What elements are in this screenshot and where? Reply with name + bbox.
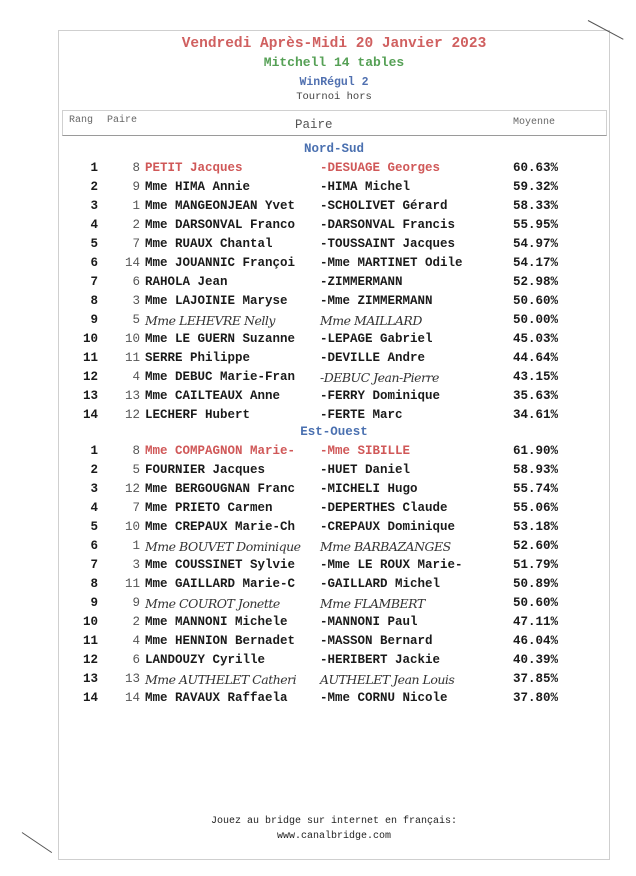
player-2-cell: -FERTE Marc: [320, 408, 403, 422]
pair-number-cell: 6: [132, 653, 140, 667]
pair-number-cell: 7: [132, 501, 140, 515]
table-row: [0, 389, 636, 408]
rank-cell: 5: [90, 237, 98, 251]
player-1-cell: Mme RAVAUX Raffaela: [145, 691, 288, 705]
table-row: [0, 463, 636, 482]
pair-number-cell: 4: [132, 634, 140, 648]
rank-cell: 2: [90, 463, 98, 477]
software-name: WinRégul 2: [299, 76, 369, 89]
player-2-cell: Mme FLAMBERT: [320, 596, 425, 611]
player-2-cell: -HERIBERT Jackie: [320, 653, 441, 667]
percentage-cell: 60.63%: [512, 161, 558, 175]
table-row: [0, 672, 636, 691]
pair-number-cell: 9: [132, 596, 140, 610]
percentage-cell: 37.85%: [512, 672, 558, 686]
pair-number-cell: 8: [132, 161, 140, 175]
page-title: Vendredi Après-Midi 20 Janvier 2023: [181, 36, 487, 52]
table-row: [0, 180, 636, 199]
player-2-cell: AUTHELET Jean Louis: [320, 672, 455, 687]
pair-number-cell: 3: [132, 294, 140, 308]
percentage-cell: 55.74%: [512, 482, 558, 496]
rank-cell: 9: [90, 313, 98, 327]
player-1-cell: SERRE Philippe: [145, 351, 251, 365]
rank-cell: 1: [90, 444, 98, 458]
percentage-cell: 54.97%: [512, 237, 558, 251]
pair-number-cell: 9: [132, 180, 140, 194]
rank-cell: 14: [82, 691, 98, 705]
table-row: [0, 313, 636, 332]
player-2-cell: -DEBUC Jean-Pierre: [320, 370, 439, 385]
column-header: [62, 110, 607, 136]
player-1-cell: Mme AUTHELET Catheri: [145, 672, 297, 687]
pair-number-cell: 11: [124, 577, 140, 591]
pair-number-cell: 4: [132, 370, 140, 384]
rank-cell: 7: [90, 558, 98, 572]
percentage-cell: 37.80%: [512, 691, 558, 705]
table-row: [0, 199, 636, 218]
rank-cell: 4: [90, 218, 98, 232]
player-2-cell: -DESUAGE Georges: [320, 161, 441, 175]
rank-cell: 9: [90, 596, 98, 610]
player-2-cell: Mme MAILLARD: [320, 313, 422, 328]
table-row: [0, 218, 636, 237]
pair-number-cell: 5: [132, 313, 140, 327]
player-1-cell: LANDOUZY Cyrille: [145, 653, 266, 667]
pair-number-cell: 13: [124, 389, 140, 403]
rank-cell: 10: [82, 615, 98, 629]
table-row: [0, 332, 636, 351]
col-paire-number: Paire: [107, 115, 138, 126]
player-1-cell: Mme HENNION Bernadet: [145, 634, 296, 648]
percentage-cell: 51.79%: [512, 558, 558, 572]
table-row: [0, 501, 636, 520]
player-2-cell: -LEPAGE Gabriel: [320, 332, 433, 346]
player-2-cell: -FERRY Dominique: [320, 389, 441, 403]
pair-number-cell: 5: [132, 463, 140, 477]
rank-cell: 6: [90, 539, 98, 553]
percentage-cell: 44.64%: [512, 351, 558, 365]
percentage-cell: 50.89%: [512, 577, 558, 591]
rank-cell: 3: [90, 199, 98, 213]
percentage-cell: 58.93%: [512, 463, 558, 477]
rank-cell: 5: [90, 520, 98, 534]
rank-cell: 11: [82, 634, 98, 648]
player-2-cell: -Mme LE ROUX Marie-: [320, 558, 463, 572]
player-1-cell: Mme BOUVET Dominique: [145, 539, 301, 554]
pair-number-cell: 2: [132, 615, 140, 629]
player-2-cell: -SCHOLIVET Gérard: [320, 199, 448, 213]
percentage-cell: 50.60%: [512, 596, 558, 610]
percentage-cell: 45.03%: [512, 332, 558, 346]
col-paire: Paire: [295, 118, 333, 132]
player-1-cell: Mme LE GUERN Suzanne: [145, 332, 296, 346]
footer-line-1: Jouez au bridge sur internet en français:: [210, 816, 458, 827]
player-1-cell: Mme COUROT Jonette: [145, 596, 280, 611]
pair-number-cell: 10: [124, 332, 140, 346]
player-1-cell: Mme JOUANNIC Françoi: [145, 256, 296, 270]
player-1-cell: Mme LEHEVRE Nelly: [145, 313, 275, 328]
percentage-cell: 61.90%: [512, 444, 558, 458]
percentage-cell: 46.04%: [512, 634, 558, 648]
player-2-cell: -Mme ZIMMERMANN: [320, 294, 433, 308]
rank-cell: 10: [82, 332, 98, 346]
percentage-cell: 40.39%: [512, 653, 558, 667]
pair-number-cell: 1: [132, 199, 140, 213]
player-2-cell: -CREPAUX Dominique: [320, 520, 456, 534]
player-2-cell: -DARSONVAL Francis: [320, 218, 456, 232]
footer-url: www.canalbridge.com: [276, 831, 392, 842]
table-row: [0, 615, 636, 634]
percentage-cell: 55.95%: [512, 218, 558, 232]
percentage-cell: 43.15%: [512, 370, 558, 384]
table-row: [0, 653, 636, 672]
table-row: [0, 351, 636, 370]
pair-number-cell: 8: [132, 444, 140, 458]
col-moyenne: Moyenne: [513, 117, 556, 128]
player-1-cell: Mme HIMA Annie: [145, 180, 251, 194]
section-nord-sud-title: Nord-Sud: [303, 142, 364, 156]
percentage-cell: 52.60%: [512, 539, 558, 553]
pair-number-cell: 14: [124, 691, 140, 705]
player-2-cell: -DEVILLE Andre: [320, 351, 426, 365]
player-1-cell: Mme PRIETO Carmen: [145, 501, 273, 515]
player-2-cell: -MASSON Bernard: [320, 634, 433, 648]
percentage-cell: 50.60%: [512, 294, 558, 308]
player-1-cell: Mme MANNONI Michele: [145, 615, 288, 629]
player-1-cell: Mme MANGEONJEAN Yvet: [145, 199, 296, 213]
table-row: [0, 294, 636, 313]
table-row: [0, 691, 636, 710]
player-2-cell: -ZIMMERMANN: [320, 275, 403, 289]
player-1-cell: LECHERF Hubert: [145, 408, 251, 422]
rank-cell: 12: [82, 370, 98, 384]
rank-cell: 7: [90, 275, 98, 289]
player-2-cell: Mme BARBAZANGES: [320, 539, 451, 554]
pair-number-cell: 10: [124, 520, 140, 534]
rank-cell: 13: [82, 672, 98, 686]
pair-number-cell: 12: [124, 482, 140, 496]
rank-cell: 13: [82, 389, 98, 403]
pair-number-cell: 7: [132, 237, 140, 251]
pair-number-cell: 2: [132, 218, 140, 232]
player-1-cell: Mme CAILTEAUX Anne: [145, 389, 281, 403]
pair-number-cell: 13: [124, 672, 140, 686]
scan-mark-bottom-left: [22, 832, 52, 853]
table-row: [0, 596, 636, 615]
table-row: [0, 275, 636, 294]
rank-cell: 1: [90, 161, 98, 175]
percentage-cell: 53.18%: [512, 520, 558, 534]
rank-cell: 2: [90, 180, 98, 194]
pair-number-cell: 6: [132, 275, 140, 289]
player-2-cell: -TOUSSAINT Jacques: [320, 237, 456, 251]
table-row: [0, 520, 636, 539]
section-est-ouest-title: Est-Ouest: [300, 425, 368, 439]
percentage-cell: 58.33%: [512, 199, 558, 213]
player-2-cell: -HUET Daniel: [320, 463, 411, 477]
player-1-cell: Mme COMPAGNON Marie-: [145, 444, 296, 458]
player-2-cell: -DEPERTHES Claude: [320, 501, 448, 515]
player-1-cell: Mme LAJOINIE Maryse: [145, 294, 288, 308]
percentage-cell: 47.11%: [512, 615, 558, 629]
table-row: [0, 539, 636, 558]
rank-cell: 12: [82, 653, 98, 667]
player-1-cell: Mme CREPAUX Marie-Ch: [145, 520, 296, 534]
rank-cell: 14: [82, 408, 98, 422]
percentage-cell: 54.17%: [512, 256, 558, 270]
table-row: [0, 370, 636, 389]
rank-cell: 3: [90, 482, 98, 496]
player-2-cell: -HIMA Michel: [320, 180, 411, 194]
player-2-cell: -MANNONI Paul: [320, 615, 418, 629]
table-row: [0, 482, 636, 501]
player-1-cell: PETIT Jacques: [145, 161, 243, 175]
percentage-cell: 34.61%: [512, 408, 558, 422]
player-2-cell: -Mme CORNU Nicole: [320, 691, 448, 705]
rank-cell: 4: [90, 501, 98, 515]
table-row: [0, 256, 636, 275]
table-row: [0, 577, 636, 596]
col-rang: Rang: [69, 115, 94, 126]
pair-number-cell: 3: [132, 558, 140, 572]
percentage-cell: 52.98%: [512, 275, 558, 289]
pair-number-cell: 14: [124, 256, 140, 270]
player-2-cell: -Mme MARTINET Odile: [320, 256, 463, 270]
player-2-cell: -MICHELI Hugo: [320, 482, 418, 496]
table-row: [0, 444, 636, 463]
table-row: [0, 634, 636, 653]
player-1-cell: FOURNIER Jacques: [145, 463, 266, 477]
table-row: [0, 558, 636, 577]
pair-number-cell: 1: [132, 539, 140, 553]
player-1-cell: Mme BERGOUGNAN Franc: [145, 482, 296, 496]
percentage-cell: 35.63%: [512, 389, 558, 403]
player-1-cell: Mme DARSONVAL Franco: [145, 218, 296, 232]
rank-cell: 8: [90, 577, 98, 591]
table-row: [0, 161, 636, 180]
rank-cell: 6: [90, 256, 98, 270]
pair-number-cell: 12: [124, 408, 140, 422]
percentage-cell: 55.06%: [512, 501, 558, 515]
percentage-cell: 50.00%: [512, 313, 558, 327]
player-2-cell: -Mme SIBILLE: [320, 444, 411, 458]
percentage-cell: 59.32%: [512, 180, 558, 194]
tournament-label: Tournoi hors: [296, 91, 372, 103]
rank-cell: 11: [82, 351, 98, 365]
player-2-cell: -GAILLARD Michel: [320, 577, 441, 591]
player-1-cell: Mme DEBUC Marie-Fran: [145, 370, 296, 384]
player-1-cell: RAHOLA Jean: [145, 275, 228, 289]
table-row: [0, 237, 636, 256]
player-1-cell: Mme GAILLARD Marie-C: [145, 577, 296, 591]
player-1-cell: Mme RUAUX Chantal: [145, 237, 273, 251]
player-1-cell: Mme COUSSINET Sylvie: [145, 558, 296, 572]
pair-number-cell: 11: [124, 351, 140, 365]
rank-cell: 8: [90, 294, 98, 308]
tournament-type: Mitchell 14 tables: [263, 55, 405, 70]
